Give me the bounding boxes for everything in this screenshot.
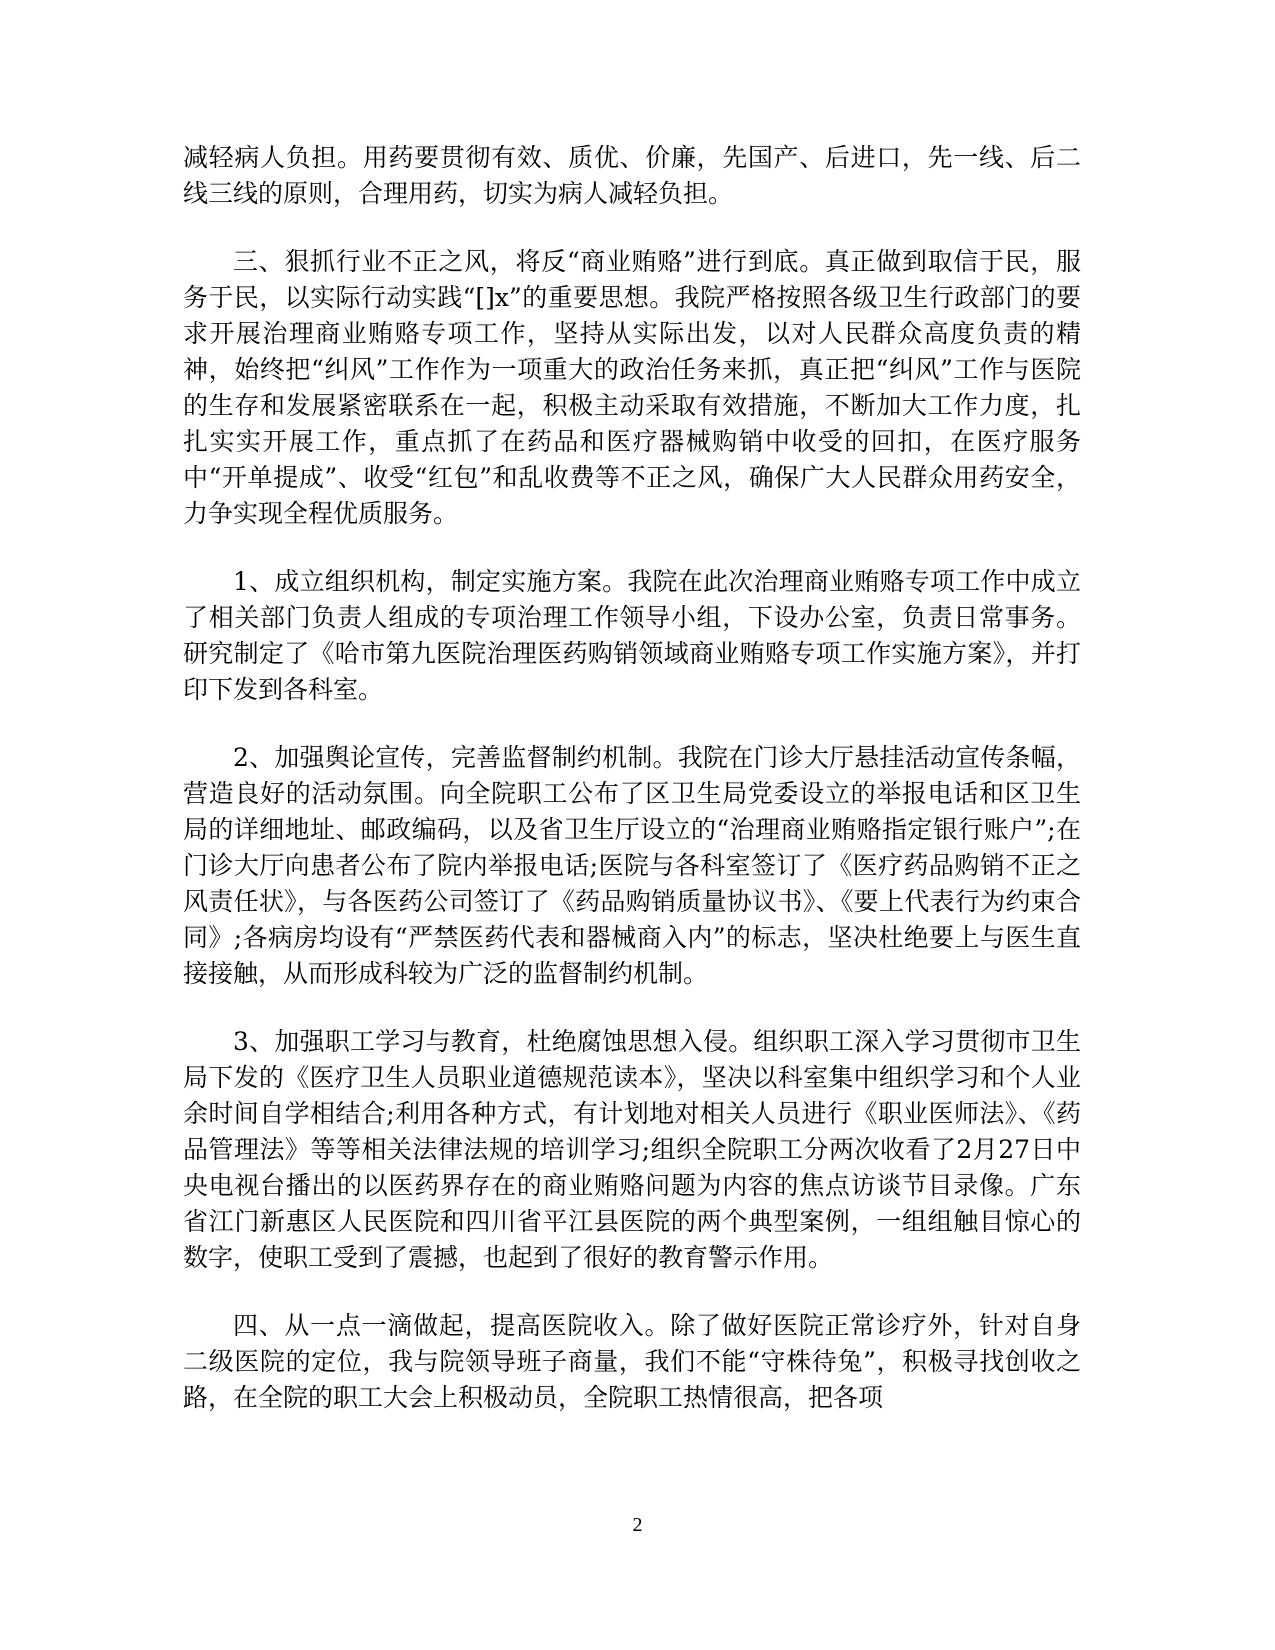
paragraph-item-three: 3、加强职工学习与教育，杜绝腐蚀思想入侵。组织职工深入学习贯彻市卫生局下发的《医疗卫生人员职业道德规范读本》，坚决以科室集中组织学习和个人业余时间自学相结合;利用各种方式，有计划地对相关人员进行《职业医师法》、《药品管理法》等等相关法律法规的培训学习;组织全院职工分两次收看了2月27日中央电视台播出的以医药界存在的商业贿赂问题为内容的焦点访谈节目录像。广东省江门新惠区人民医院和四川省平江县医院的两个典型案例，一组组触目惊心的数字，使职工受到了震撼，也起到了很好的教育警示作用。: [183, 1027, 1081, 1272]
paragraph-item-one: 1、成立组织机构，制定实施方案。我院在此次治理商业贿赂专项工作中成立了相关部门负责人组成的专项治理工作领导小组，下设办公室，负责日常事务。研究制定了《哈市第九医院治理医药购销领域商业贿赂专项工作实施方案》，并打印下发到各科室。: [183, 567, 1081, 704]
paragraph-section-three: 三、狠抓行业不正之风，将反“商业贿赂”进行到底。真正做到取信于民，服务于民，以实际行动实践“[]x”的重要思想。我院严格按照各级卫生行政部门的要求开展治理商业贿赂专项工作，坚持从实际出发，以对人民群众高度负责的精神，始终把“纠风”工作作为一项重大的政治任务来抓，真正把“纠风”工作与医院的生存和发展紧密联系在一起，积极主动采取有效措施，不断加大工作力度，扎扎实实开展工作，重点抓了在药品和医疗器械购销中收受的回扣，在医疗服务中“开单提成”、收受“红包”和乱收费等不正之风，确保广大人民群众用药安全，力争实现全程优质服务。: [183, 247, 1081, 528]
page-number: 2: [632, 1514, 643, 1536]
paragraph-continuation: 减轻病人负担。用药要贯彻有效、质优、价廉，先国产、后进口，先一线、后二线三线的原则，合理用药，切实为病人减轻负担。: [183, 143, 1081, 208]
paragraph-item-two: 2、加强舆论宣传，完善监督制约机制。我院在门诊大厅悬挂活动宣传条幅，营造良好的活动氛围。向全院职工公布了区卫生局党委设立的举报电话和区卫生局的详细地址、邮政编码，以及省卫生厅设立的“治理商业贿赂指定银行账户”;在门诊大厅向患者公布了院内举报电话;医院与各科室签订了《医疗药品购销不正之风责任状》，与各医药公司签订了《药品购销质量协议书》、《要上代表行为约束合同》;各病房均设有“严禁医药代表和器械商入内”的标志，坚决杜绝要上与医生直接接触，从而形成科较为广泛的监督制约机制。: [183, 743, 1081, 988]
document-page: [183, 140, 1081, 1448]
paragraph-section-four: 四、从一点一滴做起，提高医院收入。除了做好医院正常诊疗外，针对自身二级医院的定位，我与院领导班子商量，我们不能“守株待兔”，积极寻找创收之路，在全院的职工大会上积极动员，全院职工热情很高，把各项: [183, 1311, 1081, 1412]
